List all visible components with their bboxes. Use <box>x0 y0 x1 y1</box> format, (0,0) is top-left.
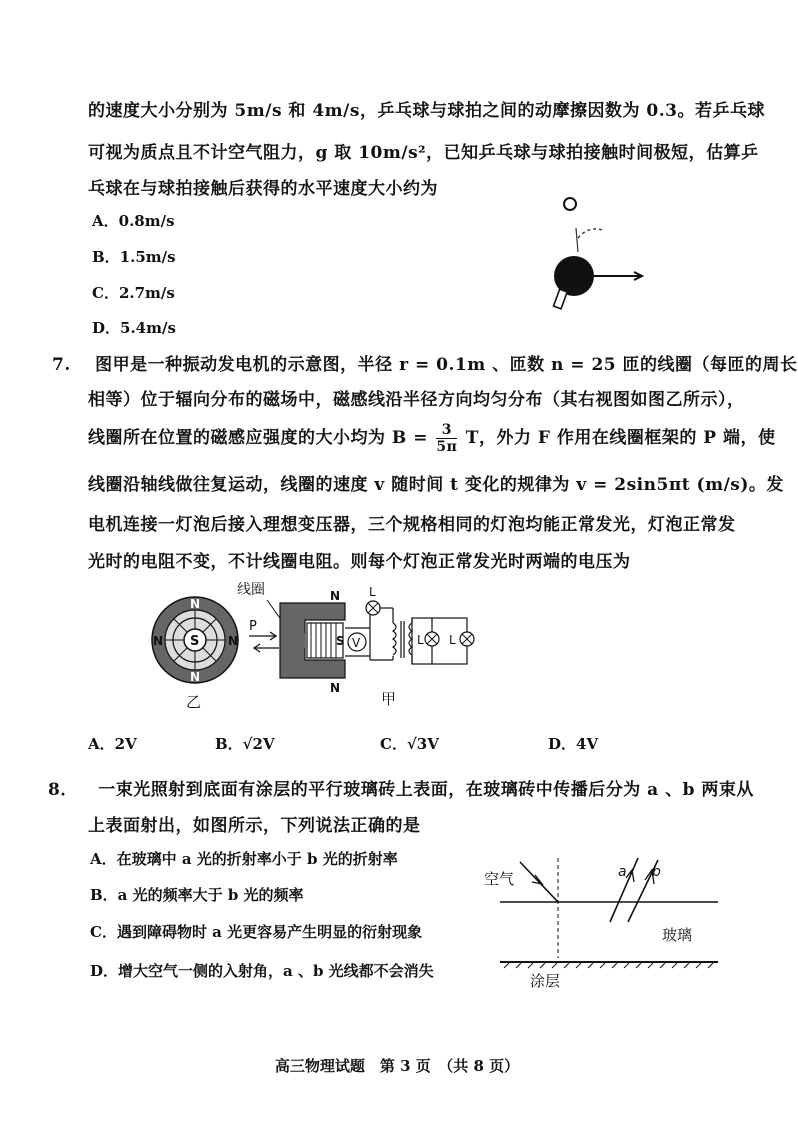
q6-line-1: 的速度大小分别为 5m/s 和 4m/s，乒乓球与球拍之间的动摩擦因数为 0.3。若乒乓球 <box>88 101 765 121</box>
racket-figure <box>540 190 660 320</box>
q7-option-d: D．4V <box>548 735 599 753</box>
jia-n-top: N <box>330 589 341 603</box>
q6-line-3: 乓球在与球拍接触后获得的水平速度大小约为 <box>88 179 438 199</box>
lamp-parallel-2-label: L <box>449 633 456 647</box>
yi-s-label: S <box>190 634 200 649</box>
q7-fraction <box>436 422 457 455</box>
page-footer: 高三物理试题 第 3 页 （共 8 页） <box>274 1057 520 1075</box>
incident-ray <box>520 862 558 902</box>
q7-option-c: C．√3V <box>380 735 439 753</box>
q7-line-3-pre: 线圈所在位置的磁感应强度的大小均为 B = <box>88 428 428 448</box>
yi-n-top: N <box>190 597 201 611</box>
q7-number: 7. <box>52 355 71 375</box>
q6-line-2: 可视为质点且不计空气阻力，g 取 10m/s²，已知乒乓球与球拍接触时间极短，估算乒 <box>88 143 759 163</box>
ray-a-label: a <box>618 864 627 880</box>
q7-frac-den: 5π <box>436 439 458 455</box>
q7-line-3-post: T，外力 F 作用在线圈框架的 P 端，使 <box>465 428 776 448</box>
jia-s-label: S <box>336 634 345 648</box>
q8-line-1-text: 一束光照射到底面有涂层的平行玻璃砖上表面，在玻璃砖中传播后分为 a 、b 两束从 <box>98 780 754 800</box>
yi-n-bottom: N <box>190 670 201 684</box>
yi-n-right: N <box>228 634 239 648</box>
air-label: 空气 <box>484 870 515 888</box>
q7-line-3 <box>88 422 775 455</box>
coating-label: 涂层 <box>530 972 561 990</box>
voltmeter-label: V <box>352 636 361 650</box>
q6-option-c: C．2.7m/s <box>92 284 175 302</box>
q7-line-6: 光时的电阻不变，不计线圈电阻。则每个灯泡正常发光时两端的电压为 <box>88 552 631 572</box>
q6-option-d: D．5.4m/s <box>92 319 176 337</box>
jia-label: 甲 <box>381 690 397 708</box>
p-label: P <box>249 619 257 634</box>
figure-yi <box>150 595 250 715</box>
q7-line-1-text: 图甲是一种振动发电机的示意图，半径 r = 0.1m 、匝数 n = 25 匝的线圈（每匝的周长 <box>95 355 798 375</box>
yi-label: 乙 <box>186 693 202 711</box>
jia-n-bottom: N <box>330 681 341 695</box>
q7-option-a: A．2V <box>88 735 137 753</box>
q6-option-b: B．1.5m/s <box>92 248 176 266</box>
q7-option-b: B．√2V <box>215 735 275 753</box>
q7-line-5: 电机连接一灯泡后接入理想变压器，三个规格相同的灯泡均能正常发光，灯泡正常发 <box>88 515 736 535</box>
lamp-series-label: L <box>369 585 376 599</box>
q8-number: 8． <box>48 780 78 800</box>
lamp-parallel-1-label: L <box>417 633 424 647</box>
q8-option-d: D．增大空气一侧的入射角，a 、b 光线都不会消失 <box>90 962 434 980</box>
racket-handle <box>554 289 568 309</box>
glass-label: 玻璃 <box>662 926 693 944</box>
yi-n-left: N <box>153 634 164 648</box>
q8-option-c: C．遇到障碍物时 a 光更容易产生明显的衍射现象 <box>90 923 423 941</box>
q7-line-4: 线圈沿轴线做往复运动，线圈的速度 v 随时间 t 变化的规律为 v = 2sin5πt (m/s)。发 <box>88 475 784 495</box>
q8-option-b: B．a 光的频率大于 b 光的频率 <box>90 886 304 904</box>
q7-line-1 <box>52 350 798 375</box>
q8-option-a: A．在玻璃中 a 光的折射率小于 b 光的折射率 <box>90 850 398 868</box>
q7-line-2: 相等）位于辐向分布的磁场中，磁感线沿半径方向均匀分布（其右视图如图乙所示）， <box>88 390 745 410</box>
q8-line-1 <box>48 775 754 800</box>
q6-option-a: A．0.8m/s <box>92 212 175 230</box>
glass-figure <box>480 840 720 990</box>
coil-label: 线圈 <box>237 582 265 598</box>
figure-jia <box>237 578 485 708</box>
q7-frac-num: 3 <box>436 422 457 439</box>
ray-b-label: b <box>652 864 661 880</box>
ball <box>564 198 576 210</box>
q8-line-2: 上表面射出，如图所示，下列说法正确的是 <box>88 816 421 836</box>
